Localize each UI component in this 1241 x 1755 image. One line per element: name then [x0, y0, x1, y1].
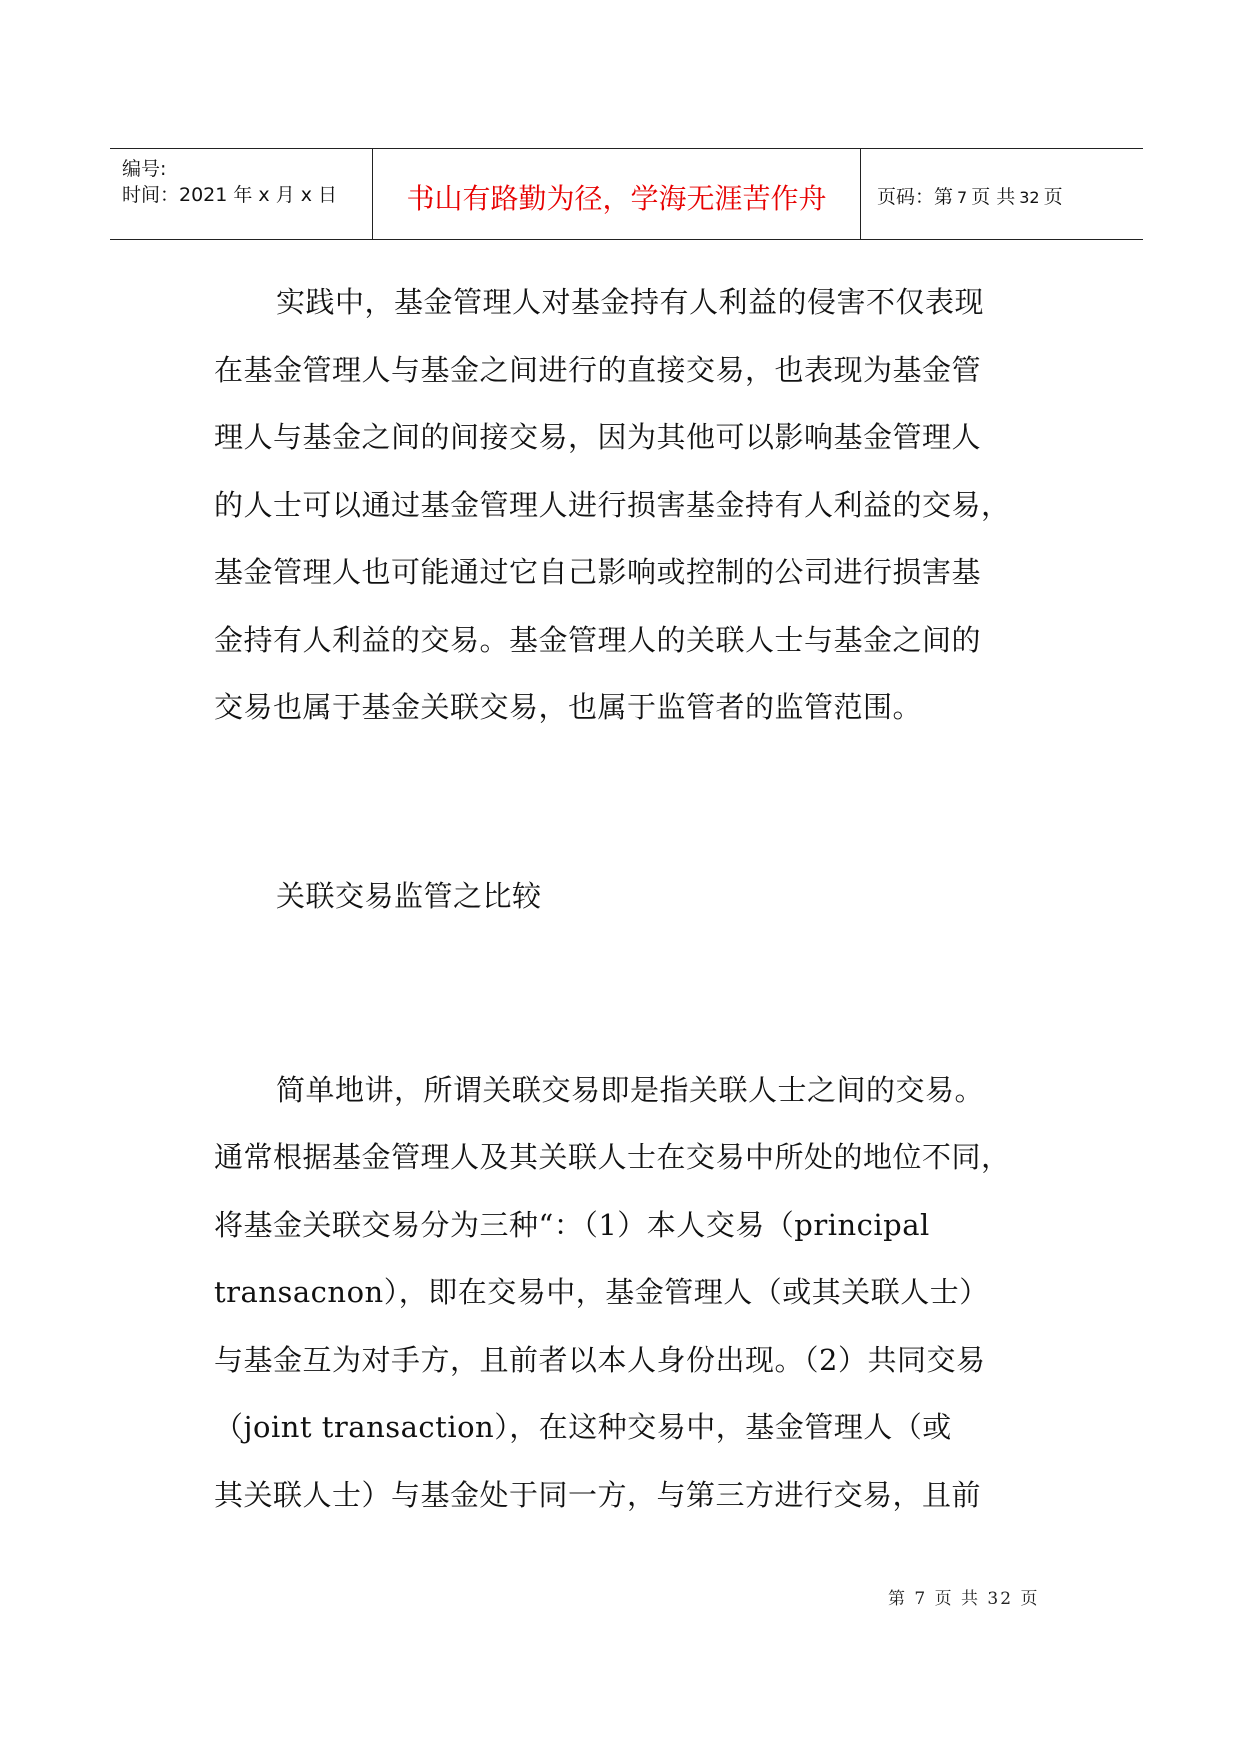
page-suffix: 页 [1043, 186, 1063, 208]
paragraph-line: 基金管理人也可能通过它自己影响或控制的公司进行损害基 [214, 555, 982, 589]
header-meta-cell [110, 149, 373, 239]
paragraph-line: 在基金管理人与基金之间进行的直接交易，也表现为基金管 [214, 353, 982, 387]
header-motto: 书山有路勤为径，学海无涯苦作舟 [406, 182, 827, 215]
paragraph-line: （joint transaction），在这种交易中，基金管理人（或 [214, 1410, 952, 1444]
paragraph-line: 将基金关联交易分为三种“：（1）本人交易（principal [214, 1208, 930, 1242]
page-footer: 第 7 页 共 32 页 [888, 1589, 1040, 1609]
header-motto-cell [373, 149, 861, 239]
paragraph-line: 金持有人利益的交易。基金管理人的关联人士与基金之间的 [214, 623, 982, 657]
paragraph-line: 简单地讲，所谓关联交易即是指关联人士之间的交易。 [276, 1073, 985, 1107]
paragraph-line: 其关联人士）与基金处于同一方，与第三方进行交易，且前 [214, 1478, 982, 1512]
section-heading: 关联交易监管之比较 [276, 879, 542, 913]
paragraph-line: 与基金互为对手方，且前者以本人身份出现。（2）共同交易 [214, 1343, 986, 1377]
paragraph-line: 交易也属于基金关联交易，也属于监管者的监管范围。 [214, 690, 923, 724]
paragraph-line: 实践中，基金管理人对基金持有人利益的侵害不仅表现 [276, 285, 985, 319]
page-current: 7 [957, 188, 968, 207]
page-total: 32 [1019, 188, 1040, 207]
page-prefix: 页码：第 [877, 186, 954, 208]
header-page-number [877, 182, 1063, 209]
document-header [110, 148, 1143, 240]
paragraph-line: 通常根据基金管理人及其关联人士在交易中所处的地位不同， [214, 1140, 1011, 1174]
paragraph-line: transacnon），即在交易中，基金管理人（或其关联人士） [214, 1275, 989, 1309]
header-page-cell [861, 149, 1143, 239]
page-mid: 页 共 [971, 186, 1016, 208]
paragraph-line: 理人与基金之间的间接交易，因为其他可以影响基金管理人 [214, 420, 982, 454]
document-date: 时间：2021 年 x 月 x 日 [122, 184, 338, 206]
document-code-label: 编号: [122, 158, 167, 180]
paragraph-line: 的人士可以通过基金管理人进行损害基金持有人利益的交易， [214, 488, 1011, 522]
